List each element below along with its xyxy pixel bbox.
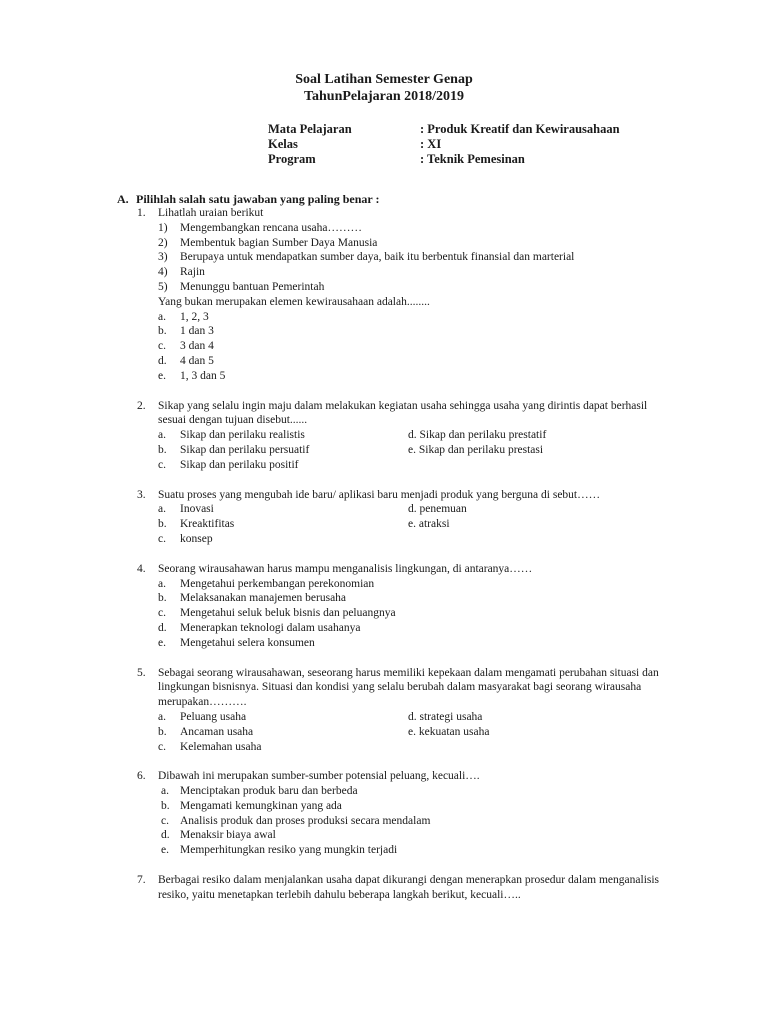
answer-option xyxy=(137,324,667,339)
spacer xyxy=(137,384,667,399)
question-text: Berbagai resiko dalam menjalankan usaha dapat dikurangi dengan menerapkan prosedur dalam menganalisis resiko, yaitu menetapkan terlebih dahulu beberapa langkah berikut, kecuali….. xyxy=(158,874,660,901)
option-letter: a. xyxy=(158,310,166,323)
answer-option xyxy=(158,428,408,443)
option-text: Menerapkan teknologi dalam usahanya xyxy=(180,621,361,634)
answer-option xyxy=(137,591,667,606)
question-number: 2. xyxy=(137,399,146,412)
option-letter: a. xyxy=(158,503,166,516)
option-letter: c. xyxy=(158,740,166,753)
question-number: 5. xyxy=(137,666,146,679)
answer-option: d. strategi usaha xyxy=(408,710,483,723)
answer-option xyxy=(137,606,667,621)
answer-option xyxy=(137,339,667,354)
section-title: Pilihlah salah satu jawaban yang paling benar : xyxy=(136,192,380,206)
option-letter: d. xyxy=(158,621,167,634)
option-row xyxy=(137,710,667,725)
statement-item xyxy=(137,250,667,265)
answer-option xyxy=(137,369,667,384)
option-text: konsep xyxy=(180,532,213,545)
title-line-1: Soal Latihan Semester Genap xyxy=(295,72,473,87)
question-1 xyxy=(137,206,667,221)
question-list xyxy=(137,206,667,903)
option-text: 1 dan 3 xyxy=(180,325,214,338)
option-row xyxy=(137,428,667,443)
statement-number: 4) xyxy=(158,266,168,279)
statement-item xyxy=(137,265,667,280)
question-number: 7. xyxy=(137,874,146,887)
option-text: Peluang usaha xyxy=(180,710,247,723)
option-letter: b. xyxy=(161,799,170,812)
answer-option xyxy=(158,532,408,547)
meta-value: : XI xyxy=(420,137,442,151)
option-letter: a. xyxy=(158,429,166,442)
option-text: Mengamati kemungkinan yang ada xyxy=(180,799,342,812)
option-text: Melaksanakan manajemen berusaha xyxy=(180,592,347,605)
answer-option xyxy=(137,636,667,651)
option-row xyxy=(137,740,667,755)
spacer xyxy=(137,473,667,488)
option-text: 4 dan 5 xyxy=(180,354,214,367)
option-text: Analisis produk dan proses produksi secara mendalam xyxy=(180,814,431,827)
question-number: 4. xyxy=(137,562,146,575)
spacer xyxy=(137,651,667,666)
option-letter: e. xyxy=(158,369,166,382)
option-letter: b. xyxy=(158,443,167,456)
answer-option: e. kekuatan usaha xyxy=(408,725,490,738)
question-number: 3. xyxy=(137,488,146,501)
option-text: Sikap dan perilaku persuatif xyxy=(180,443,310,456)
option-text: Mengetahui selera konsumen xyxy=(180,636,315,649)
option-row xyxy=(137,458,667,473)
option-text: 1, 3 dan 5 xyxy=(180,369,226,382)
statement-item xyxy=(137,236,667,251)
statement-text: Rajin xyxy=(180,266,205,279)
option-letter: b. xyxy=(158,518,167,531)
option-letter: d. xyxy=(158,354,167,367)
statement-number: 2) xyxy=(158,236,168,249)
option-letter: c. xyxy=(158,607,166,620)
question-text: Seorang wirausahawan harus mampu menganalisis lingkungan, di antaranya…… xyxy=(158,562,533,575)
option-text: Sikap dan perilaku positif xyxy=(180,458,299,471)
option-text: Mengetahui seluk beluk bisnis dan peluangnya xyxy=(180,607,396,620)
spacer xyxy=(137,858,667,873)
statement-text: Membentuk bagian Sumber Daya Manusia xyxy=(180,236,378,249)
answer-option xyxy=(137,310,667,325)
option-row xyxy=(137,443,667,458)
question-text: Dibawah ini merupakan sumber-sumber potensial peluang, kecuali…. xyxy=(158,770,480,783)
answer-option: d. Sikap dan perilaku prestatif xyxy=(408,429,547,442)
question-4 xyxy=(137,562,667,577)
option-letter: d. xyxy=(161,829,170,842)
option-row xyxy=(137,725,667,740)
statement-item xyxy=(137,221,667,236)
question-text: Suatu proses yang mengubah ide baru/ aplikasi baru menjadi produk yang berguna di sebut…… xyxy=(158,488,601,501)
option-text: 1, 2, 3 xyxy=(180,310,209,323)
question-2 xyxy=(137,399,667,429)
answer-option xyxy=(137,784,667,799)
question-text: Lihatlah uraian berikut xyxy=(158,207,264,219)
answer-option xyxy=(137,621,667,636)
answer-option xyxy=(137,577,667,592)
question-number: 6. xyxy=(137,770,146,783)
answer-option xyxy=(158,502,408,517)
statement-number: 5) xyxy=(158,280,168,293)
answer-option xyxy=(158,443,408,458)
question-5 xyxy=(137,666,667,710)
answer-option xyxy=(137,814,667,829)
spacer xyxy=(137,547,667,562)
statement-text: Menunggu bantuan Pemerintah xyxy=(180,280,325,293)
option-row xyxy=(137,502,667,517)
option-letter: e. xyxy=(158,636,166,649)
question-text: Sikap yang selalu ingin maju dalam melakukan kegiatan usaha sehingga usaha yang dirintis dapat berhasil sesuai dengan tujuan disebut...... xyxy=(158,399,648,427)
statement-number: 3) xyxy=(158,251,168,264)
option-text: Memperhitungkan resiko yang mungkin terjadi xyxy=(180,844,398,857)
answer-option xyxy=(158,740,408,755)
title-line-2: TahunPelajaran 2018/2019 xyxy=(303,89,465,104)
answer-option xyxy=(137,799,667,814)
answer-option xyxy=(137,843,667,858)
spacer xyxy=(137,754,667,769)
question-6 xyxy=(137,769,667,784)
option-text: Menciptakan produk baru dan berbeda xyxy=(180,785,358,798)
question-3 xyxy=(137,488,667,503)
option-text: Kreaktifitas xyxy=(180,518,235,531)
option-text: 3 dan 4 xyxy=(180,340,214,353)
meta-label: Kelas xyxy=(268,137,298,151)
statement-number: 1) xyxy=(158,221,168,234)
meta-row-class xyxy=(268,137,620,152)
meta-label: Program xyxy=(268,152,316,166)
option-text: Sikap dan perilaku realistis xyxy=(180,429,305,442)
option-row xyxy=(137,532,667,547)
statement-item xyxy=(137,280,667,295)
answer-option xyxy=(158,725,408,740)
question-text: Sebagai seorang wirausahawan, seseorang harus memiliki kepekaan dalam mengamati perubahan situasi dan lingkungan bisnisnya. Situasi dan kondisi yang selalu berubah dalam masyarakat bagi seorang wirausaha merupakan………. xyxy=(158,666,659,709)
section-heading xyxy=(117,192,380,207)
answer-option: e. Sikap dan perilaku prestasi xyxy=(408,443,544,456)
meta-value: : Produk Kreatif dan Kewirausahaan xyxy=(420,122,620,136)
option-letter: c. xyxy=(158,532,166,545)
option-letter: a. xyxy=(158,577,166,590)
option-text: Kelemahan usaha xyxy=(180,740,262,753)
answer-option xyxy=(158,517,408,532)
option-letter: b. xyxy=(158,325,167,338)
option-letter: c. xyxy=(158,340,166,353)
option-text: Mengetahui perkembangan perekonomian xyxy=(180,577,375,590)
answer-option xyxy=(158,458,408,473)
meta-row-subject xyxy=(268,122,620,137)
exam-meta xyxy=(268,122,620,167)
answer-option: d. penemuan xyxy=(408,503,467,516)
option-letter: c. xyxy=(161,814,169,827)
option-letter: b. xyxy=(158,592,167,605)
option-letter: b. xyxy=(158,725,167,738)
answer-option: e. atraksi xyxy=(408,518,450,531)
statement-text: Berupaya untuk mendapatkan sumber daya, baik itu berbentuk finansial dan marterial xyxy=(180,251,575,264)
answer-option xyxy=(158,710,408,725)
option-letter: a. xyxy=(161,785,169,798)
option-letter: c. xyxy=(158,458,166,471)
option-text: Ancaman usaha xyxy=(180,725,254,738)
meta-row-program xyxy=(268,152,620,167)
document-title xyxy=(0,71,768,105)
question-7 xyxy=(137,873,667,903)
option-text: Menaksir biaya awal xyxy=(180,829,276,842)
meta-value: : Teknik Pemesinan xyxy=(420,152,525,166)
question-prompt: Yang bukan merupakan elemen kewirausahaan adalah........ xyxy=(158,295,430,308)
option-letter: a. xyxy=(158,710,166,723)
answer-option xyxy=(137,354,667,369)
statement-text: Mengembangkan rencana usaha……… xyxy=(180,221,363,234)
option-letter: e. xyxy=(161,844,169,857)
question-number: 1. xyxy=(137,207,146,219)
answer-option xyxy=(137,828,667,843)
option-row xyxy=(137,517,667,532)
option-text: Inovasi xyxy=(180,503,214,516)
meta-label: Mata Pelajaran xyxy=(268,122,352,136)
section-letter: A. xyxy=(117,192,129,206)
